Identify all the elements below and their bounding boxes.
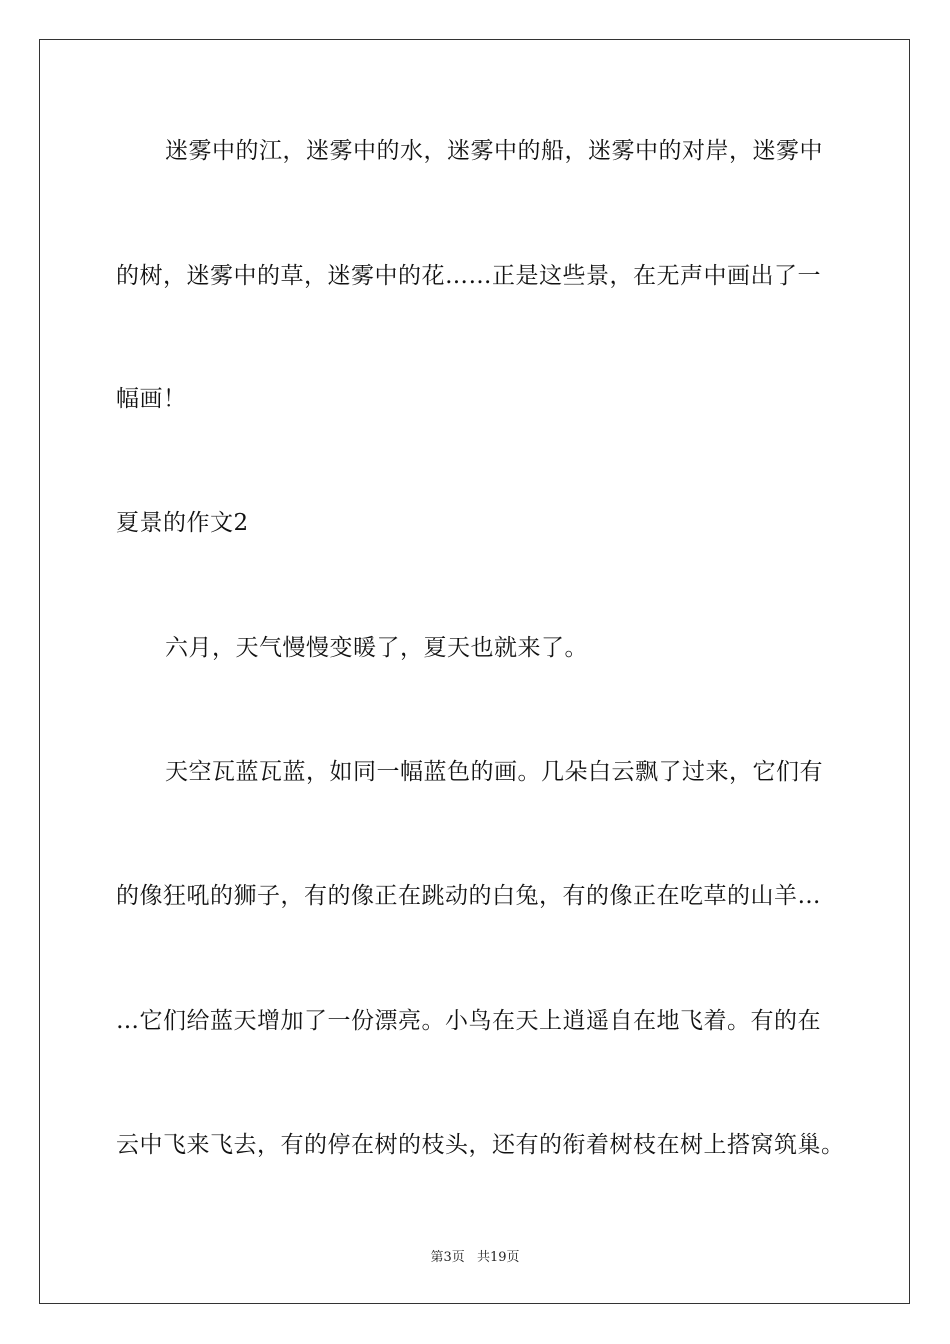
section-heading: 夏景的作文2	[116, 510, 249, 536]
paragraph-1-line-3: 幅画！	[116, 386, 187, 412]
paragraph-3-line-4: 云中飞来飞去，有的停在树的枝头，还有的衔着树枝在树上搭窝筑巢。	[116, 1132, 845, 1158]
page-footer	[0, 1246, 950, 1265]
paragraph-3-line-3: …它们给蓝天增加了一份漂亮。小鸟在天上逍遥自在地飞着。有的在	[116, 1008, 821, 1034]
paragraph-2-line-1: 六月，天气慢慢变暖了，夏天也就来了。	[165, 635, 588, 661]
paragraph-1-line-2: 的树，迷雾中的草，迷雾中的花……正是这些景，在无声中画出了一	[116, 263, 821, 289]
page-number: 第3页	[430, 1250, 465, 1265]
page-border	[39, 39, 910, 1304]
paragraph-3-line-2: 的像狂吼的狮子，有的像正在跳动的白兔，有的像正在吃草的山羊…	[116, 883, 821, 909]
paragraph-3-line-1: 天空瓦蓝瓦蓝，如同一幅蓝色的画。几朵白云飘了过来，它们有	[165, 759, 823, 785]
paragraph-1-line-1: 迷雾中的江，迷雾中的水，迷雾中的船，迷雾中的对岸，迷雾中	[165, 138, 823, 164]
total-pages: 共19页	[476, 1250, 520, 1265]
